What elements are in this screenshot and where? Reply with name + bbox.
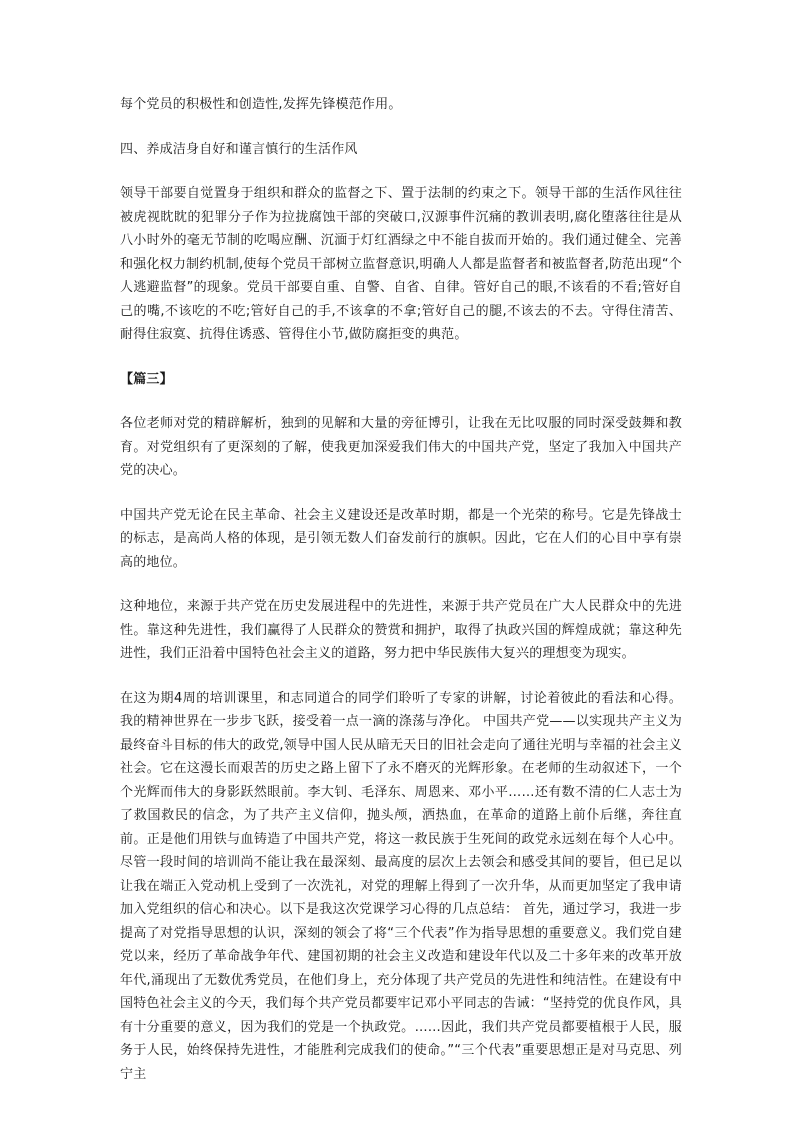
document-page xyxy=(120,93,682,1107)
section-heading: 四、养成洁身自好和谨言慎行的生活作风 xyxy=(120,141,358,157)
paragraph-8: 在这为期4周的培训课里，和志同道合的同学们聆听了专家的讲解，讨论着彼此的看法和心得。我的精神世界在一步步飞跃，接受着一点一滴的涤荡与净化。 中国共产党——以实现共产主义为最终奋斗目标的伟大的政党,领导中国人民从暗无天日的旧社会走向了通往光明与幸福的社会主义社会。它在这漫长而艰苦的历史之路上留下了永不磨灭的光辉形象。在老师的生动叙述下，一个个光辉而伟大的身影跃然眼前。李大钊、毛泽东、周恩来、邓小平……还有数不清的仁人志士为了救国救民的信念，为了共产主义信仰，抛头颅，洒热血，在革命的道路上前仆后继，奔往直前。正是他们用铁与血铸造了中国共产党，将这一救民族于生死间的政党永远刻在每个人心中。尽管一段时间的培训尚不能让我在最深刻、最高度的层次上去领会和感受其间的要旨，但已足以让我在端正入党动机上受到了一次洗礼，对党的理解上得到了一次升华，从而更加坚定了我申请加入党组织的信心和决心。以下是我这次党课学习心得的几点总结： 首先，通过学习，我进一步提高了对党指导思想的认识，深刻的领会了将“三个代表”作为指导思想的重要意义。我们党自建党以来，经历了革命战争年代、建国初期的社会主义改造和建设年代以及二十多年来的改革开放年代,涌现出了无数优秀党员，在他们身上，充分体现了共产党员的先进性和纯洁性。在建设有中国特色社会主义的今天，我们每个共产党员都要牢记邓小平同志的告诫：“坚持党的优良作风，具有十分重要的意义，因为我们的党是一个执政党。……因此，我们共产党员都要植根于人民，服务于人民，始终保持先进性，才能胜利完成我们的使命。”“三个代表”重要思想正是对马克思、列宁主 xyxy=(120,690,682,1082)
paragraph-3: 领导干部要自觉置身于组织和群众的监督之下、置于法制的约束之下。领导干部的生活作风往往被虎视眈眈的犯罪分子作为拉拢腐蚀干部的突破口,汉源事件沉痛的教训表明,腐化堕落往往是从八小时外的毫无节制的吃喝应酬、沉湎于灯红酒绿之中不能自拔而开始的。我们通过健全、完善和强化权力制约机制,使每个党员干部树立监督意识,明确人人都是监督者和被监督者,防范出现“个人逃避监督”的现象。党员干部要自重、自警、自省、自律。管好自己的眼,不该看的不看;管好自己的嘴,不该吃的不吃;管好自己的手,不该拿的不拿;管好自己的腿,不该去的不去。守得住清苦、耐得住寂寞、抗得住诱惑、管得住小节,做防腐拒变的典范。 xyxy=(120,186,682,342)
paragraph-1: 每个党员的积极性和创造性,发挥先锋模范作用。 xyxy=(120,97,402,112)
paragraph-7: 这种地位，来源于共产党在历史发展进程中的先进性，来源于共产党员在广大人民群众中的先进性。靠这种先进性，我们赢得了人民群众的赞赏和拥护，取得了执政兴国的辉煌成就；靠这种先进性，我们正沿着中国特色社会主义的道路，努力把中华民族伟大复兴的理想变为现实。 xyxy=(120,599,682,661)
part-heading: 【篇三】 xyxy=(120,371,173,387)
paragraph-6: 中国共产党无论在民主革命、社会主义建设还是改革时期，都是一个光荣的称号。它是先锋战士的标志，是高尚人格的体现，是引领无数人们奋发前行的旗帜。因此，它在人们的心目中享有崇高的地位。 xyxy=(120,507,682,570)
paragraph-5: 各位老师对党的精辟解析，独到的见解和大量的旁征博引，让我在无比叹服的同时深受鼓舞和教育。对党组织有了更深刻的了解，使我更加深爱我们伟大的中国共产党，坚定了我加入中国共产党的决心。 xyxy=(120,416,682,478)
